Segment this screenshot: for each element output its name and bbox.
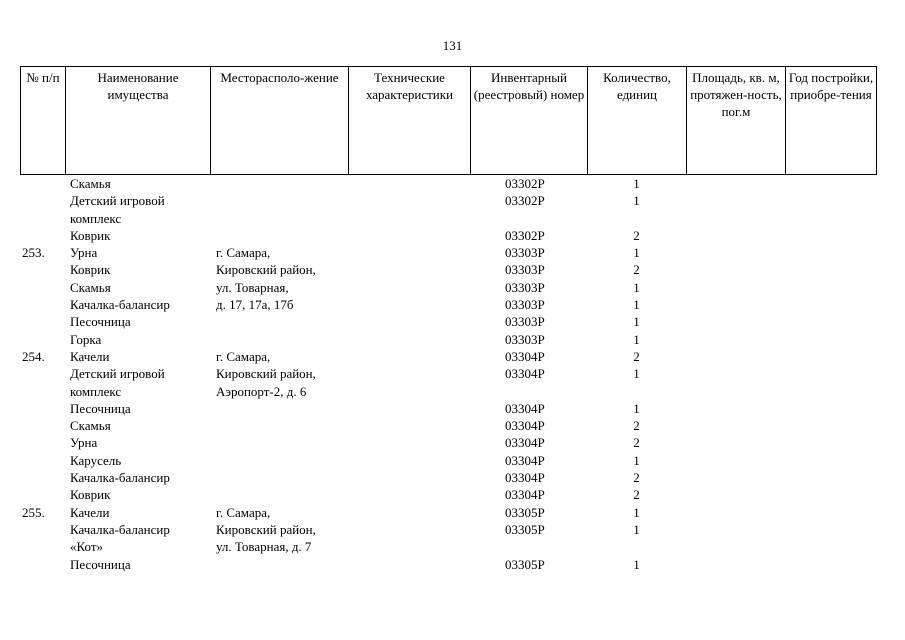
item-name: Качалка-балансир [70,470,170,486]
table-row [0,227,905,244]
item-name: Урна [70,245,98,261]
table-row [0,175,905,192]
inventory-number: 03304Р [505,487,545,503]
item-name: Карусель [70,452,122,468]
quantity: 2 [633,487,640,503]
table-row [0,279,905,296]
quantity: 2 [633,418,640,434]
row-number: 253. [22,245,45,261]
item-name: Качалка-балансир [70,521,170,537]
table-row [0,296,905,313]
row-number: 254. [22,348,45,364]
quantity: 1 [633,314,640,330]
quantity: 1 [633,176,640,191]
item-name: Детский игровой [70,366,165,382]
item-location: Кировский район, [216,262,316,278]
item-name: Коврик [70,487,111,503]
table-row [0,469,905,486]
table-row [0,313,905,330]
table-row [0,434,905,451]
column-header-area: Площадь, кв. м, протяжен-ность, пог.м [687,67,786,175]
table-row [0,538,905,555]
item-name: Скамья [70,418,111,434]
item-name: Коврик [70,227,111,243]
inventory-number: 03305Р [505,504,545,520]
table-row [0,452,905,469]
inventory-number: 03303Р [505,279,545,295]
item-name: Качели [70,504,110,520]
table-row [0,210,905,227]
quantity: 1 [633,279,640,295]
item-name: комплекс [70,383,122,399]
item-location: г. Самара, [216,245,271,261]
table-row [0,348,905,365]
inventory-number: 03302Р [505,176,545,191]
inventory-number: 03305Р [505,521,545,537]
item-name: комплекс [70,210,122,226]
column-header-inventory: Инвентарный (реестровый) номер [471,67,588,175]
quantity: 1 [633,452,640,468]
table-row [0,331,905,348]
item-location: ул. Товарная, [216,279,289,295]
quantity: 1 [633,366,640,382]
inventory-number: 03304Р [505,435,545,451]
inventory-number: 03304Р [505,452,545,468]
table-body [0,175,905,573]
quantity: 2 [633,470,640,486]
inventory-number: 03304Р [505,470,545,486]
item-name: Урна [70,435,98,451]
inventory-number: 03303Р [505,262,545,278]
column-header-technical: Технические характеристики [349,67,471,175]
inventory-number: 03303Р [505,297,545,313]
column-header-number: № п/п [21,67,66,175]
inventory-number: 03302Р [505,193,545,209]
item-name: «Кот» [70,539,104,555]
item-location: Аэропорт-2, д. 6 [216,383,307,399]
column-header-location: Месторасполо-жение [211,67,349,175]
table-row [0,365,905,382]
item-name: Горка [70,331,102,347]
inventory-number: 03302Р [505,227,545,243]
table-row [0,417,905,434]
table-row [0,556,905,573]
quantity: 2 [633,348,640,364]
item-location: ул. Товарная, д. 7 [216,539,312,555]
inventory-number: 03304Р [505,400,545,416]
column-header-quantity: Количество, единиц [588,67,687,175]
table-row [0,383,905,400]
item-name: Детский игровой [70,193,165,209]
quantity: 1 [633,521,640,537]
item-location: г. Самара, [216,348,271,364]
table-row [0,192,905,209]
item-name: Качели [70,348,110,364]
item-location: Кировский район, [216,366,316,382]
column-header-name: Наименование имущества [66,67,211,175]
item-name: Коврик [70,262,111,278]
inventory-number: 03304Р [505,348,545,364]
inventory-number: 03303Р [505,245,545,261]
item-location: г. Самара, [216,504,271,520]
quantity: 1 [633,297,640,313]
item-name: Песочница [70,556,131,572]
inventory-number: 03303Р [505,314,545,330]
quantity: 2 [633,435,640,451]
inventory-number: 03303Р [505,331,545,347]
quantity: 1 [633,556,640,572]
table-row [0,400,905,417]
quantity: 1 [633,504,640,520]
item-name: Скамья [70,279,111,295]
inventory-number: 03305Р [505,556,545,572]
inventory-number: 03304Р [505,418,545,434]
item-location: д. 17, 17а, 17б [216,297,294,313]
row-number: 255. [22,504,45,520]
item-name: Скамья [70,176,111,191]
table-row [0,521,905,538]
table-row [0,261,905,278]
table-row [0,504,905,521]
page-number: 131 [442,38,463,53]
quantity: 1 [633,331,640,347]
column-header-year: Год постройки, приобре-тения [786,67,877,175]
quantity: 2 [633,262,640,278]
table-row [0,486,905,503]
quantity: 1 [633,245,640,261]
quantity: 1 [633,400,640,416]
quantity: 2 [633,227,640,243]
item-location: Кировский район, [216,521,316,537]
table-header [20,66,877,175]
item-name: Песочница [70,400,131,416]
item-name: Песочница [70,314,131,330]
quantity: 1 [633,193,640,209]
item-name: Качалка-балансир [70,297,170,313]
table-row [0,244,905,261]
inventory-number: 03304Р [505,366,545,382]
